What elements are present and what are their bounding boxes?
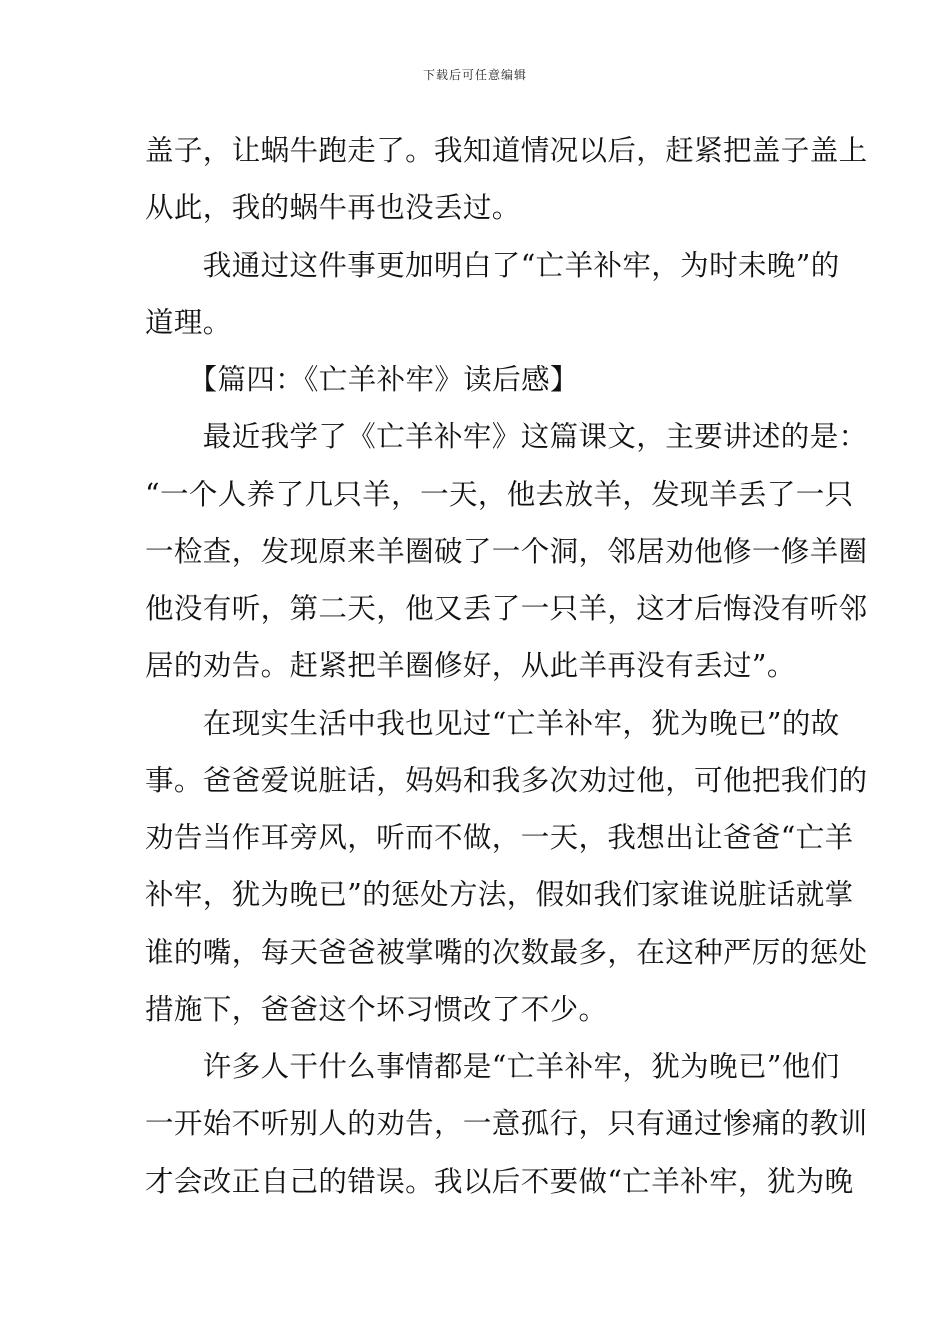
text-line: 从此，我的蜗牛再也没丢过。 (145, 191, 521, 224)
text-line: 他没有听，第二天，他又丢了一只羊，这才后悔没有听邻 (145, 592, 868, 625)
text-line: “一个人养了几只羊，一天，他去放羊，发现羊丢了一只 (145, 478, 854, 511)
text-line: 道理。 (145, 306, 232, 339)
text-line: 事。爸爸爱说脏话，妈妈和我多次劝过他，可他把我们的 (145, 764, 868, 797)
text-line: 在现实生活中我也见过“亡羊补牢，犹为晚已”的故 (145, 707, 840, 740)
text-line: 才会改正自己的错误。我以后不要做“亡羊补牢，犹为晚 (145, 1165, 854, 1198)
text-line: 一开始不听别人的劝告，一意孤行，只有通过惨痛的教训 (145, 1107, 868, 1140)
text-line: 补牢，犹为晚已”的惩处方法，假如我们家谁说脏话就掌 (145, 878, 854, 911)
text-line: 劝告当作耳旁风，听而不做，一天，我想出让爸爸“亡羊 (145, 821, 854, 854)
header-note: 下载后可任意编辑 (422, 68, 527, 82)
text-line: 措施下，爸爸这个坏习惯改了不少。 (145, 993, 608, 1026)
text-line: 谁的嘴，每天爸爸被掌嘴的次数最多，在这种严厉的惩处 (145, 936, 868, 969)
section-heading: 【篇四：《亡羊补牢》读后感】 (145, 363, 579, 396)
text-line: 居的劝告。赶紧把羊圈修好，从此羊再没有丢过”。 (145, 649, 796, 682)
text-line: 一检查，发现原来羊圈破了一个洞，邻居劝他修一修羊圈 (145, 535, 868, 568)
text-line: 我通过这件事更加明白了“亡羊补牢，为时未晚”的 (145, 249, 840, 282)
text-line: 最近我学了《亡羊补牢》这篇课文，主要讲述的是： (145, 420, 868, 453)
text-line: 许多人干什么事情都是“亡羊补牢，犹为晚已”他们 (145, 1050, 840, 1083)
text-line: 盖子，让蜗牛跑走了。我知道情况以后，赶紧把盖子盖上 (145, 134, 868, 167)
